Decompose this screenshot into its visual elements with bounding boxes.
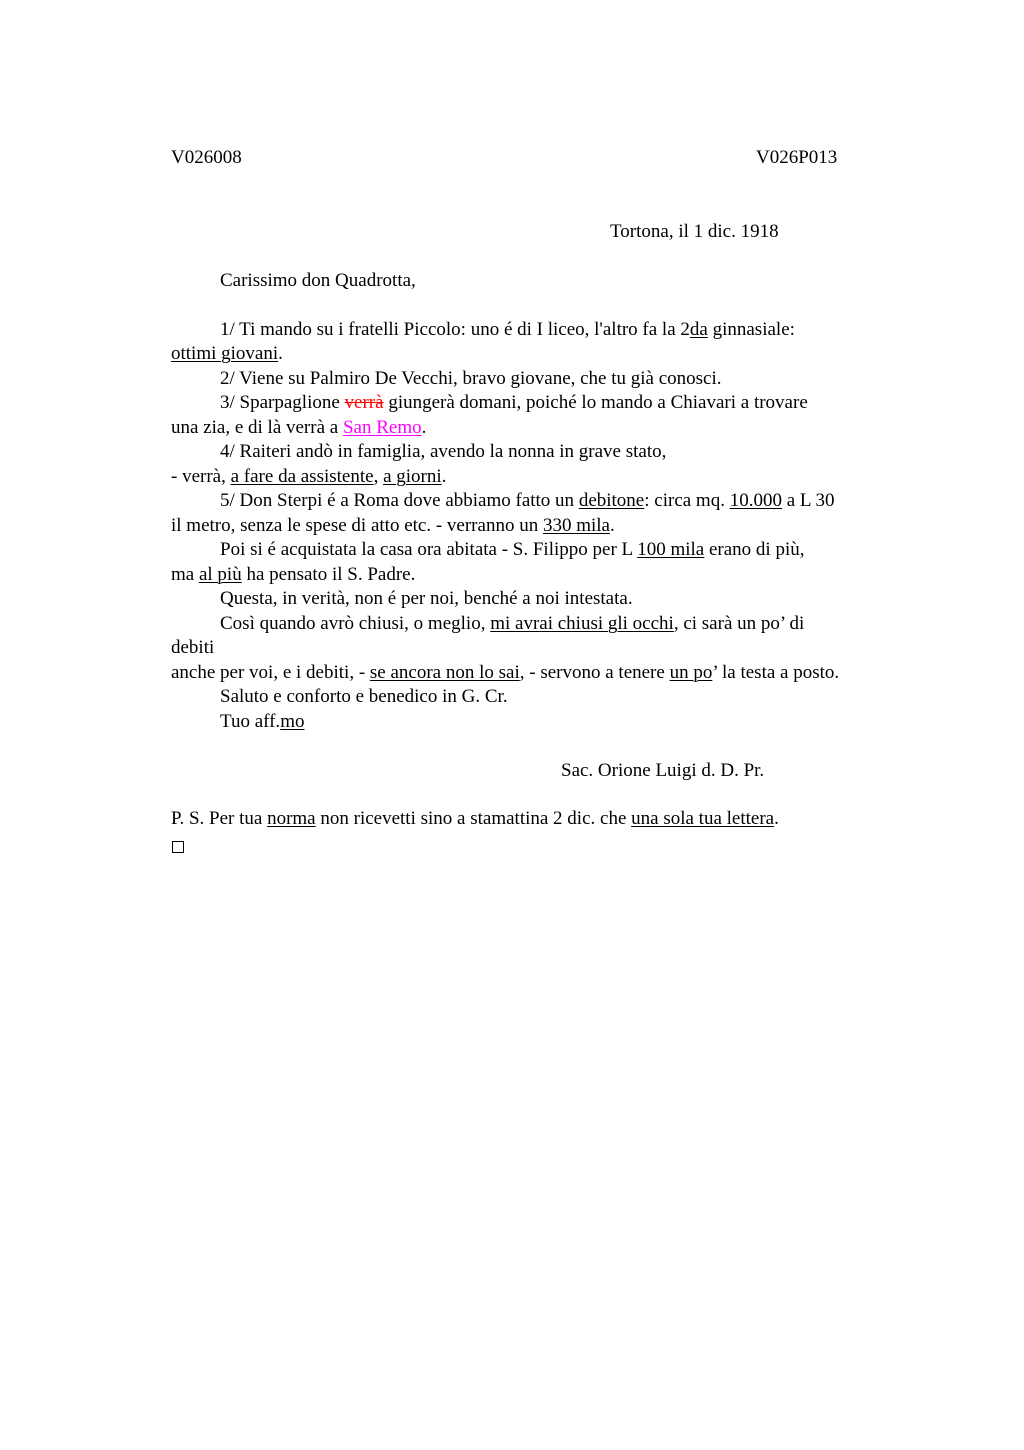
text-run: : circa mq. [644, 490, 730, 511]
text-run: il metro, senza le spese di atto etc. - verranno un [171, 515, 543, 536]
text-run: a L 30 [781, 490, 835, 511]
text-run: Così quando avrò chiusi, o meglio, [220, 613, 491, 634]
text-run: una zia, e di là verrà a [171, 417, 343, 438]
document-id-left: V026008 [171, 147, 242, 168]
paragraph-6-line-2 [171, 563, 415, 588]
text-run: non ricevetti sino a stamattina 2 dic. che [315, 808, 632, 829]
text-run: 5/ Don Sterpi é a Roma dove abbiamo fatto un [220, 490, 579, 511]
text-run: ginnasiale: [707, 319, 795, 340]
text-run: - verrà, [171, 466, 231, 487]
paragraph-5-line-1 [220, 489, 835, 514]
text-run: , - servono a tenere [519, 662, 670, 683]
paragraph-8-line-2: debiti [171, 637, 215, 658]
document-id-right: V026P013 [756, 147, 838, 168]
text-run: anche per voi, e i debiti, - [171, 662, 370, 683]
highlighted-place-name: San Remo [342, 417, 422, 438]
paragraph-8-line-3 [171, 661, 839, 686]
paragraph-4-line-1: 4/ Raiteri andò in famiglia, avendo la nonna in grave stato, [220, 441, 667, 462]
text-run: ’ la testa a posto. [712, 662, 840, 683]
underlined-text: norma [267, 808, 316, 829]
paragraph-3-line-1 [220, 391, 808, 416]
paragraph-4-line-2 [171, 465, 446, 490]
text-run: . [609, 515, 615, 536]
paragraph-3-line-2 [171, 416, 426, 441]
text-run: ma [171, 564, 199, 585]
underlined-text: 100 mila [637, 539, 705, 560]
paragraph-2: 2/ Viene su Palmiro De Vecchi, bravo giovane, che tu già conosci. [220, 368, 722, 389]
underlined-text: se ancora non lo sai [369, 662, 520, 683]
end-marker-icon [172, 836, 184, 861]
salutation: Carissimo don Quadrotta, [220, 270, 416, 291]
underlined-text: debitone [578, 490, 645, 511]
text-run: giungerà domani, poiché lo mando a Chiavari a trovare [383, 392, 808, 413]
paragraph-6-line-1 [220, 538, 804, 563]
underlined-text: a fare da assistente [230, 466, 374, 487]
closing [220, 710, 304, 735]
underlined-text: da [689, 319, 708, 340]
postscript [171, 807, 779, 832]
paragraph-1-line-1 [220, 318, 795, 343]
text-run: erano di più, [704, 539, 805, 560]
text-run: Tuo aff. [220, 711, 281, 732]
paragraph-9: Saluto e conforto e benedico in G. Cr. [220, 686, 508, 707]
text-run: . [774, 808, 779, 829]
underlined-text: una sola tua lettera [631, 808, 775, 829]
struck-text: verrà [344, 392, 384, 413]
underlined-text: al più [198, 564, 242, 585]
underlined-text: un po [669, 662, 713, 683]
paragraph-5-line-2 [171, 514, 615, 539]
underlined-text: ottimi giovani [171, 343, 279, 364]
date-place: Tortona, il 1 dic. 1918 [610, 221, 779, 242]
signature: Sac. Orione Luigi d. D. Pr. [561, 760, 765, 781]
underlined-text: 10.000 [729, 490, 782, 511]
paragraph-8-line-1 [220, 612, 804, 637]
text-run: , ci sarà un po’ di [673, 613, 805, 634]
underlined-text: 330 mila [542, 515, 610, 536]
text-run: ha pensato il S. Padre. [241, 564, 416, 585]
underlined-text: mi avrai chiusi gli occhi [490, 613, 674, 634]
underlined-text: mo [280, 711, 305, 732]
text-run: Poi si é acquistata la casa ora abitata - S. Filippo per L [220, 539, 638, 560]
text-run: , [373, 466, 384, 487]
text-run: . [441, 466, 447, 487]
text-run: . [278, 343, 283, 364]
underlined-text: a giorni [383, 466, 442, 487]
text-run: 1/ Ti mando su i fratelli Piccolo: uno é di I liceo, l'altro fa la 2 [220, 319, 690, 340]
paragraph-7: Questa, in verità, non é per noi, benché a noi intestata. [220, 588, 633, 609]
paragraph-1-line-2 [171, 342, 283, 367]
text-run: . [421, 417, 427, 438]
text-run: 3/ Sparpaglione [220, 392, 345, 413]
text-run: P. S. Per tua [171, 808, 268, 829]
